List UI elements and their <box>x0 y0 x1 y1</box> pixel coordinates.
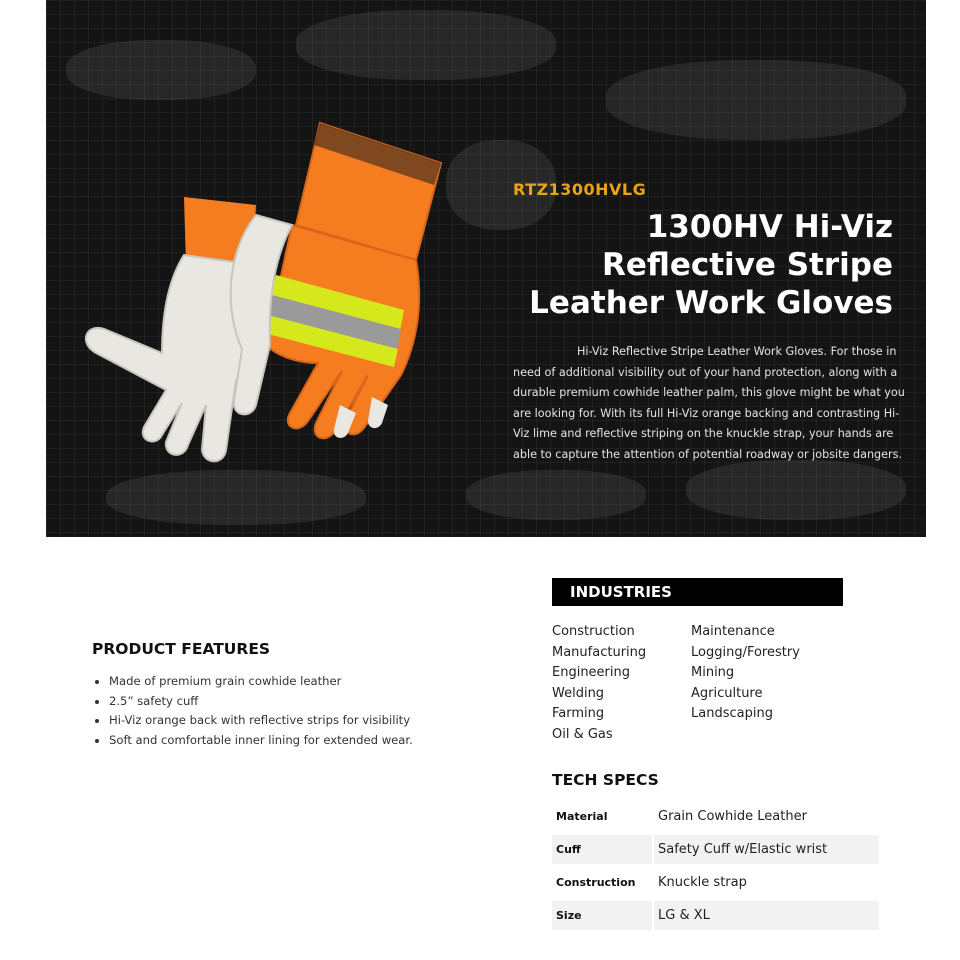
industry-item: Landscaping <box>691 706 773 722</box>
industries-heading: INDUSTRIES <box>552 578 843 606</box>
product-features-heading: PRODUCT FEATURES <box>92 640 271 658</box>
camo-patch <box>686 460 906 520</box>
product-features-list <box>92 672 512 750</box>
feature-item: • Hi-Viz orange back with reflective strips for visibility <box>109 711 512 731</box>
tech-specs-heading: TECH SPECS <box>552 771 659 789</box>
spec-label: Cuff <box>552 835 652 864</box>
industry-item: Oil & Gas <box>552 726 613 742</box>
feature-item: • 2.5” safety cuff <box>109 692 512 712</box>
glove-pair-image <box>56 105 456 485</box>
industries-column-2 <box>691 622 800 725</box>
camo-patch <box>66 40 256 100</box>
industry-item: Manufacturing <box>552 644 647 660</box>
industry-item: Construction <box>552 624 635 639</box>
spec-label: Size <box>552 901 652 930</box>
industry-item: Mining <box>691 665 735 681</box>
product-description: Hi-Viz Reflective Stripe Leather Work Gloves. For those in need of additional visibility out of your hand protection, along with a durable premium cowhide leather palm, this glove might be what you are looking for. With its full Hi-Viz orange backing and contrasting Hi-Viz lime and reflective striping on the knuckle strap, your hands are able to capture the attention of potential roadway or jobsite dangers. <box>513 345 905 461</box>
product-sku: RTZ1300HVLG <box>513 180 647 199</box>
industry-item: Welding <box>552 685 605 701</box>
industry-item: Agriculture <box>691 685 763 701</box>
spec-value: Knuckle strap <box>658 875 747 890</box>
product-features-section <box>92 640 512 750</box>
spec-label: Material <box>556 810 608 823</box>
spec-value: LG & XL <box>654 901 879 930</box>
spec-value: Grain Cowhide Leather <box>658 809 807 824</box>
tech-specs-table <box>552 802 879 934</box>
feature-item: • Made of premium grain cowhide leather <box>109 672 512 692</box>
feature-item: • Soft and comfortable inner lining for extended wear. <box>109 731 512 751</box>
product-title: 1300HV Hi-Viz Reflective Stripe Leather Work Gloves <box>529 209 893 321</box>
spec-row-construction <box>552 868 879 897</box>
industry-item: Maintenance <box>691 624 775 639</box>
product-hero <box>46 0 926 537</box>
spec-row-material <box>552 802 879 831</box>
industry-item: Engineering <box>552 665 630 681</box>
camo-patch <box>466 470 646 520</box>
industry-item: Logging/Forestry <box>691 644 800 660</box>
spec-row-cuff <box>552 835 879 864</box>
spec-value: Safety Cuff w/Elastic wrist <box>654 835 879 864</box>
spec-row-size <box>552 901 879 930</box>
industry-item: Farming <box>552 706 605 722</box>
camo-patch <box>606 60 906 140</box>
industries-column-1 <box>552 622 646 746</box>
camo-patch <box>296 10 556 80</box>
front-glove <box>231 123 441 438</box>
spec-label: Construction <box>556 876 636 889</box>
